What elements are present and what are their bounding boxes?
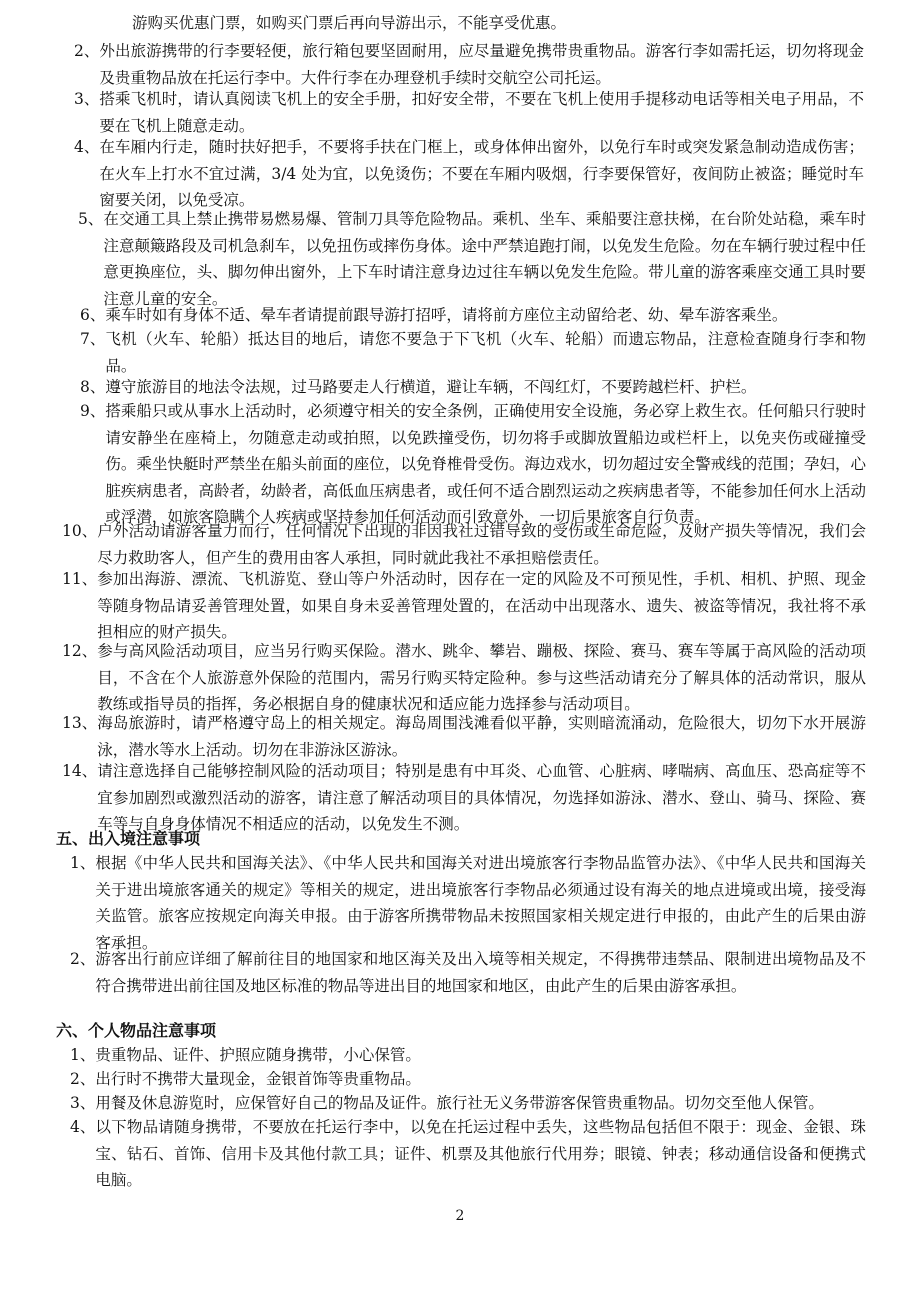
item-number: 2、 [74, 42, 100, 60]
section-heading: 六、个人物品注意事项 [56, 1021, 217, 1040]
list-item [70, 1066, 866, 1093]
list-item [70, 1114, 866, 1194]
list-item [74, 38, 864, 91]
list-item [62, 566, 866, 646]
item-text: 用餐及休息游览时，应保管好自己的物品及证件。旅行社无义务带游客保管贵重物品。切勿交至他人保管。 [95, 1094, 824, 1112]
item-number: 14、 [62, 762, 98, 780]
item-number: 6、 [80, 306, 106, 324]
section-heading: 五、出入境注意事项 [56, 829, 201, 848]
item-number: 8、 [80, 378, 106, 396]
item-text: 飞机（火车、轮船）抵达目的地后，请您不要急于下飞机（火车、轮船）而遗忘物品，注意检查随身行李和物品。 [105, 330, 866, 375]
item-text: 参与高风险活动项目，应当另行购买保险。潜水、跳伞、攀岩、蹦极、探险、赛马、赛车等属于高风险的活动项目，不含在个人旅游意外保险的范围内，需另行购买特定险种。参与这些活动请充分了解具体的活动常识，服从教练或指导员的指挥，务必根据自身的健康状况和适应能力选择参与活动项目。 [97, 642, 866, 713]
item-text: 海岛旅游时，请严格遵守岛上的相关规定。海岛周围浅滩看似平静，实则暗流涌动，危险很大，切勿下水开展游泳，潜水等水上活动。切勿在非游泳区游泳。 [97, 714, 866, 759]
list-item [62, 518, 866, 571]
list-item [62, 710, 866, 763]
item-text: 乘车时如有身体不适、晕车者请提前跟导游打招呼，请将前方座位主动留给老、幼、晕车游客乘坐。 [105, 306, 788, 324]
item-text: 在车厢内行走，随时扶好把手，不要将手扶在门框上，或身体伸出窗外，以免行车时或突发紧急制动造成伤害；在火车上打水不宜过满，3/4 处为宜，以免烫伤；不要在车厢内吸烟，行李要保管好，夜间防止被盗；睡觉时车窗要关闭，以免受凉。 [99, 138, 864, 209]
item-text: 游客出行前应详细了解前往目的地国家和地区海关及出入境等相关规定，不得携带违禁品、限制进出境物品及不符合携带进出前往国及地区标准的物品等进出目的地国家和地区，由此产生的后果由游客承担。 [95, 950, 866, 995]
item-text: 搭乘飞机时，请认真阅读飞机上的安全手册，扣好安全带，不要在飞机上使用手提移动电话等相关电子用品，不要在飞机上随意走动。 [99, 90, 864, 135]
list-item [80, 374, 840, 401]
list-item [70, 946, 866, 999]
item-text: 请注意选择自己能够控制风险的活动项目；特别是患有中耳炎、心血管、心脏病、哮喘病、高血压、恐高症等不宜参加剧烈或激烈活动的游客，请注意了解活动项目的具体情况，勿选择如游泳、潜水、登山、骑马、探险、赛车等与自身身体情况不相适应的活动，以免发生不测。 [97, 762, 866, 833]
item-number: 2、 [70, 1070, 96, 1088]
item-text: 在交通工具上禁止携带易燃易爆、管制刀具等危险物品。乘机、坐车、乘船要注意扶梯，在台阶处站稳，乘车时注意颠簸路段及司机急刹车，以免扭伤或摔伤身体。途中严禁追跑打闹，以免发生危险。勿在车辆行驶过程中任意更换座位，头、脚勿伸出窗外，上下车时请注意身边过往车辆以免发生危险。带儿童的游客乘座交通工具时要注意儿童的安全。 [103, 210, 866, 308]
item-text: 外出旅游携带的行李要轻便，旅行箱包要坚固耐用，应尽量避免携带贵重物品。游客行李如需托运，切勿将现金及贵重物品放在托运行李中。大件行李在办理登机手续时交航空公司托运。 [99, 42, 864, 87]
item-number: 7、 [80, 330, 106, 348]
item-number: 13、 [62, 714, 98, 732]
list-item [74, 86, 864, 139]
item-number: 1、 [70, 854, 96, 872]
item-number: 9、 [80, 402, 106, 420]
item-number: 5、 [78, 210, 104, 228]
item-number: 4、 [74, 138, 100, 156]
item-number: 3、 [70, 1094, 96, 1112]
continuation-text: 游购买优惠门票，如购买门票后再向导游出示，不能享受优惠。 [132, 14, 567, 32]
item-text: 参加出海游、漂流、飞机游览、登山等户外活动时，因存在一定的风险及不可预见性，手机、相机、护照、现金等随身物品请妥善管理处置，如果自身未妥善管理处置的，在活动中出现落水、遗失、被盗等情况，我社将不承担相应的财产损失。 [97, 570, 866, 641]
list-item [78, 206, 866, 312]
item-number: 12、 [62, 642, 98, 660]
item-text: 根据《中华人民共和国海关法》、《中华人民共和国海关对进出境旅客行李物品监管办法》、《中华人民共和国海关关于进出境旅客通关的规定》等相关的规定，进出境旅客行李物品必须通过设有海关的地点进境或出境，接受海关监管。旅客应按规定向海关申报。由于游客所携带物品未按照国家相关规定进行申报的，由此产生的后果由游客承担。 [95, 854, 866, 952]
list-item [70, 850, 866, 956]
item-number: 3、 [74, 90, 100, 108]
item-text: 贵重物品、证件、护照应随身携带，小心保管。 [95, 1046, 421, 1064]
list-item [80, 326, 866, 379]
list-item [80, 398, 866, 531]
item-text: 出行时不携带大量现金，金银首饰等贵重物品。 [95, 1070, 421, 1088]
list-item [74, 134, 864, 214]
item-number: 2、 [70, 950, 96, 968]
item-text: 搭乘船只或从事水上活动时，必须遵守相关的安全条例，正确使用安全设施，务必穿上救生衣。任何船只行驶时请安静坐在座椅上，勿随意走动或拍照，以免跌撞受伤，切勿将手或脚放置船边或栏杆上，以免夹伤或碰撞受伤。乘坐快艇时严禁坐在船头前面的座位，以免脊椎骨受伤。海边戏水，切勿超过安全警戒线的范围；孕妇，心脏疾病患者，高龄者，幼龄者，高低血压病患者，或任何不适合剧烈运动之疾病患者等，不能参加任何水上活动或浮潜，如旅客隐瞒个人疾病或坚持参加任何活动而引致意外，一切后果旅客自行负责。 [105, 402, 866, 526]
item-number: 4、 [70, 1118, 96, 1136]
item-number: 1、 [70, 1046, 96, 1064]
item-text: 以下物品请随身携带，不要放在托运行李中，以免在托运过程中丢失，这些物品包括但不限于：现金、金银、珠宝、钻石、首饰、信用卡及其他付款工具；证件、机票及其他旅行代用券；眼镜、钟表；移动通信设备和便携式电脑。 [95, 1118, 866, 1189]
list-item [62, 638, 866, 718]
list-item [70, 1042, 866, 1069]
item-number: 11、 [62, 570, 98, 588]
page-number: 2 [455, 1208, 465, 1224]
item-text: 遵守旅游目的地法令法规，过马路要走人行横道，避让车辆，不闯红灯，不要跨越栏杆、护栏。 [105, 378, 757, 396]
item-number: 10、 [62, 522, 98, 540]
list-item [80, 302, 860, 329]
item-text: 户外活动请游客量力而行，任何情况下出现的非因我社过错导致的受伤或生命危险，及财产损失等情况，我们会尽力救助客人，但产生的费用由客人承担，同时就此我社不承担赔偿责任。 [97, 522, 866, 567]
list-item [70, 1090, 866, 1117]
